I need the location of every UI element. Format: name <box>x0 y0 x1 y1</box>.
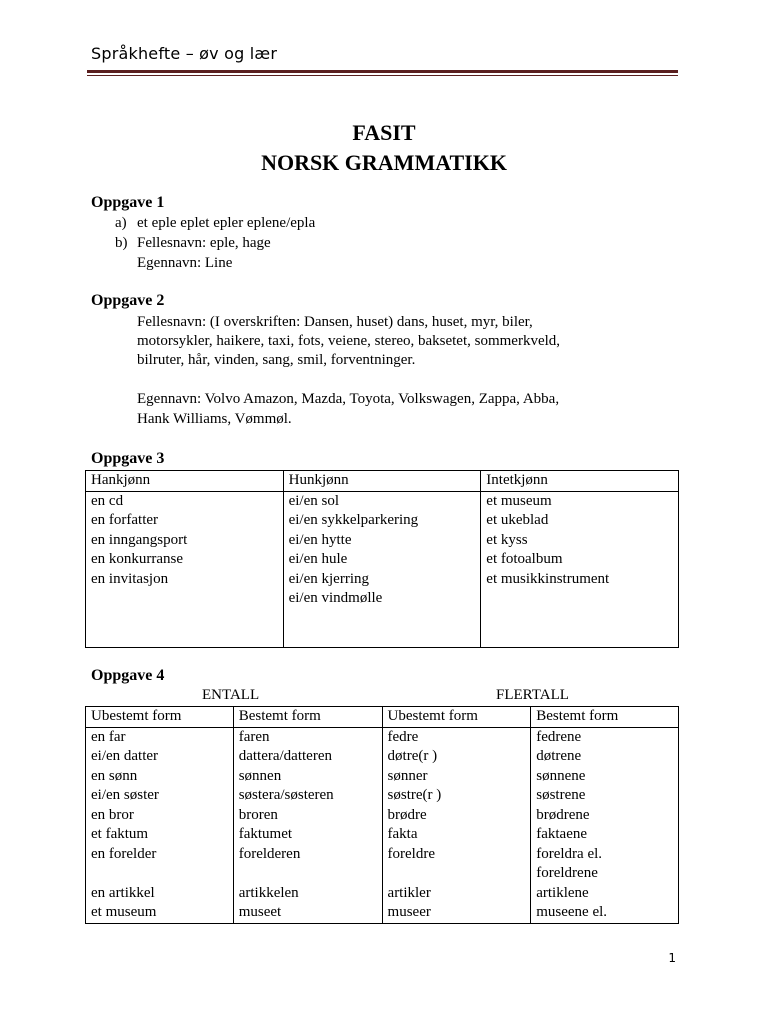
table-cell <box>86 589 284 609</box>
noun-forms-table <box>85 706 679 924</box>
table-cell: ei/en datter <box>86 747 234 767</box>
column-header: Bestemt form <box>233 707 382 728</box>
table-row <box>86 570 679 590</box>
oppgave4-heading: Oppgave 4 <box>91 667 165 684</box>
page-title: FASIT <box>352 120 416 145</box>
table-cell: ei/en sykkelparkering <box>283 511 481 531</box>
table-cell: et museum <box>86 903 234 923</box>
table-cell: artikler <box>382 884 531 904</box>
table-cell: ei/en vindmølle <box>283 589 481 609</box>
table-cell: søstre(r ) <box>382 786 531 806</box>
table-cell: en cd <box>86 491 284 511</box>
table-cell: en bror <box>86 806 234 826</box>
oppgave2-line: motorsykler, haikere, taxi, fots, veiene, stereo, baksetet, sommerkveld, <box>137 333 561 349</box>
table-cell: en invitasjon <box>86 570 284 590</box>
table-cell: en inngangsport <box>86 531 284 551</box>
table-cell: døtre(r ) <box>382 747 531 767</box>
table-cell: ei/en sol <box>283 491 481 511</box>
table-cell: et fotoalbum <box>481 550 679 570</box>
column-header: Hunkjønn <box>283 471 481 492</box>
running-header: Språkhefte – øv og lær <box>91 44 278 63</box>
table-cell: museene el. <box>531 903 679 923</box>
table-cell: et musikkinstrument <box>481 570 679 590</box>
group-header-entall: ENTALL <box>202 687 260 703</box>
table-cell: foreldrene <box>531 864 679 884</box>
gender-table <box>85 470 679 648</box>
table-cell <box>283 609 481 648</box>
oppgave1-a-marker: a) <box>115 215 127 231</box>
table-cell: en konkurranse <box>86 550 284 570</box>
oppgave1-b-marker: b) <box>115 235 128 251</box>
table-row <box>86 864 679 884</box>
table-cell: en artikkel <box>86 884 234 904</box>
table-cell <box>86 864 234 884</box>
page-subtitle: NORSK GRAMMATIKK <box>261 150 507 175</box>
group-header-flertall: FLERTALL <box>496 687 569 703</box>
table-cell: broren <box>233 806 382 826</box>
table-cell: en forfatter <box>86 511 284 531</box>
oppgave1-b-text2: Egennavn: Line <box>137 255 233 271</box>
column-header: Ubestemt form <box>382 707 531 728</box>
table-cell: ei/en søster <box>86 786 234 806</box>
table-cell: et kyss <box>481 531 679 551</box>
table-row <box>86 806 679 826</box>
table-row <box>86 550 679 570</box>
table-cell: en forelder <box>86 845 234 865</box>
page-number: 1 <box>668 951 676 965</box>
table-cell <box>481 589 679 609</box>
header-rule <box>87 70 678 73</box>
table-cell: fedrene <box>531 727 679 747</box>
table-cell: fakta <box>382 825 531 845</box>
oppgave2-line: Egennavn: Volvo Amazon, Mazda, Toyota, Volkswagen, Zappa, Abba, <box>137 391 560 407</box>
table-cell: artikkelen <box>233 884 382 904</box>
table-row <box>86 491 679 511</box>
table-row <box>86 903 679 923</box>
table-row <box>86 727 679 747</box>
oppgave2-line: Fellesnavn: (I overskriften: Dansen, huset) dans, huset, myr, biler, <box>137 314 533 330</box>
table-header-row <box>86 707 679 728</box>
table-cell <box>233 864 382 884</box>
table-cell <box>481 609 679 648</box>
table-cell: museer <box>382 903 531 923</box>
table-cell: en far <box>86 727 234 747</box>
table-cell: ei/en kjerring <box>283 570 481 590</box>
oppgave2-heading: Oppgave 2 <box>91 292 165 309</box>
table-cell: søstrene <box>531 786 679 806</box>
table-cell: ei/en hule <box>283 550 481 570</box>
header-rule-thin <box>87 75 678 76</box>
table-row <box>86 531 679 551</box>
table-cell: sønnene <box>531 767 679 787</box>
table-cell <box>86 609 284 648</box>
table-row <box>86 884 679 904</box>
column-header: Bestemt form <box>531 707 679 728</box>
table-cell: forelderen <box>233 845 382 865</box>
column-header: Ubestemt form <box>86 707 234 728</box>
table-cell: faktaene <box>531 825 679 845</box>
table-cell: sønnen <box>233 767 382 787</box>
table-cell: et ukeblad <box>481 511 679 531</box>
oppgave1-heading: Oppgave 1 <box>91 194 165 211</box>
oppgave1-b-text: Fellesnavn: eple, hage <box>137 235 271 251</box>
table-cell: brødre <box>382 806 531 826</box>
oppgave2-line: Hank Williams, Vømmøl. <box>137 411 292 427</box>
table-row <box>86 825 679 845</box>
table-row <box>86 786 679 806</box>
table-cell: døtrene <box>531 747 679 767</box>
table-cell: et faktum <box>86 825 234 845</box>
table-cell: faren <box>233 727 382 747</box>
table-cell: faktumet <box>233 825 382 845</box>
table-cell: foreldra el. <box>531 845 679 865</box>
table-row <box>86 511 679 531</box>
table-cell: et museum <box>481 491 679 511</box>
table-cell: en sønn <box>86 767 234 787</box>
table-cell: dattera/datteren <box>233 747 382 767</box>
table-row <box>86 767 679 787</box>
table-row <box>86 609 679 648</box>
oppgave2-line: bilruter, hår, vinden, sang, smil, forventninger. <box>137 352 416 368</box>
table-cell: foreldre <box>382 845 531 865</box>
table-cell <box>382 864 531 884</box>
table-row <box>86 845 679 865</box>
table-cell: artiklene <box>531 884 679 904</box>
table-cell: ei/en hytte <box>283 531 481 551</box>
table-cell: søstera/søsteren <box>233 786 382 806</box>
table-cell: sønner <box>382 767 531 787</box>
table-header-row <box>86 471 679 492</box>
table-row <box>86 747 679 767</box>
column-header: Intetkjønn <box>481 471 679 492</box>
column-header: Hankjønn <box>86 471 284 492</box>
oppgave1-a-text: et eple eplet epler eplene/epla <box>137 215 316 231</box>
table-cell: museet <box>233 903 382 923</box>
table-cell: fedre <box>382 727 531 747</box>
oppgave3-heading: Oppgave 3 <box>91 450 165 467</box>
table-row <box>86 589 679 609</box>
table-cell: brødrene <box>531 806 679 826</box>
